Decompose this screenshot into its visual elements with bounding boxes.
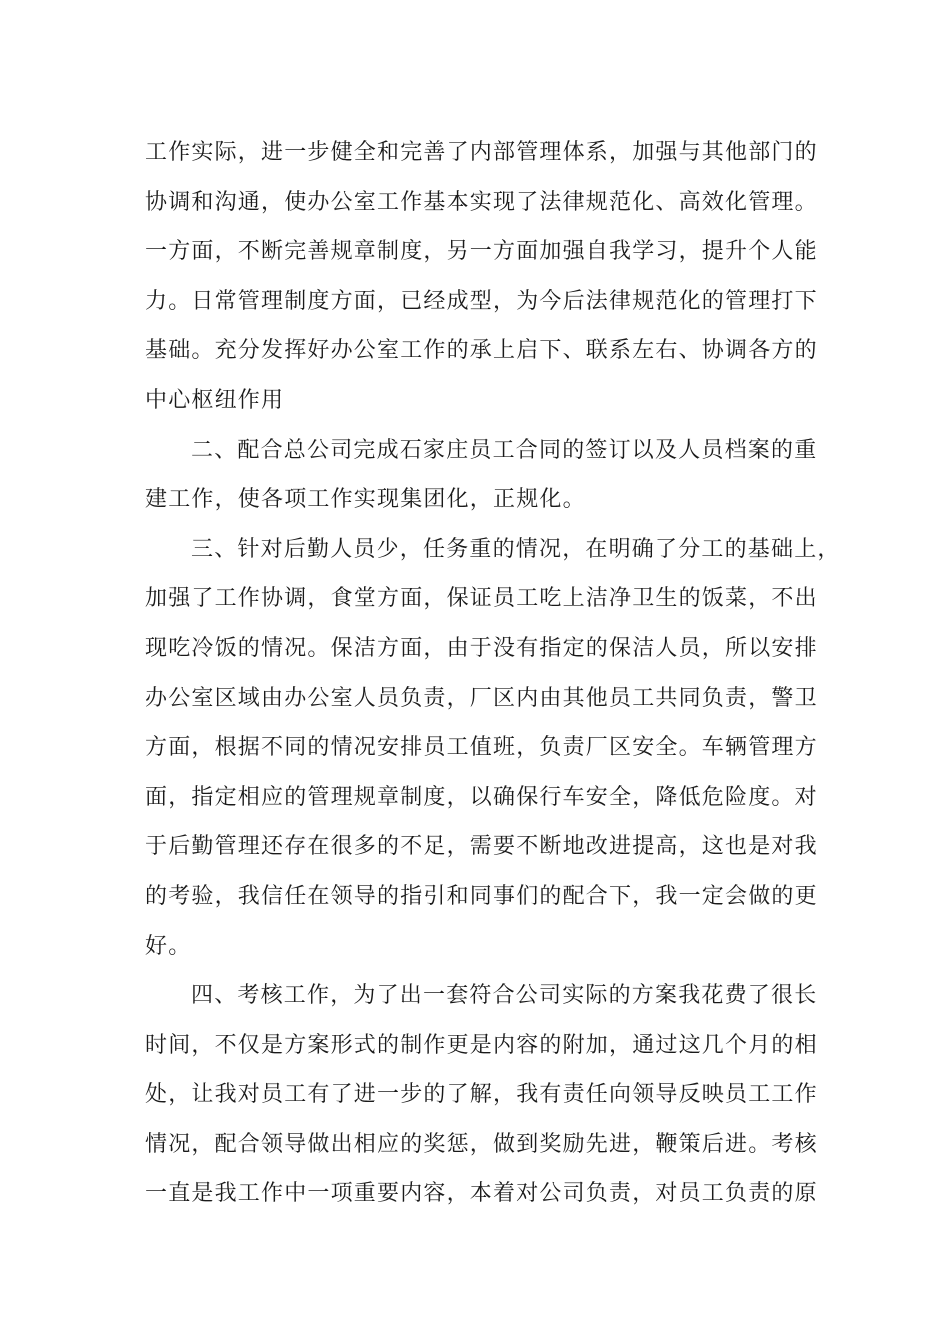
- text-line: 工作实际，进一步健全和完善了内部管理体系，加强与其他部门的: [145, 140, 818, 165]
- text-line: 方面，根据不同的情况安排员工值班，负责厂区安全。车辆管理方: [145, 735, 818, 761]
- text-line: 力。日常管理制度方面，已经成型，为今后法律规范化的管理打下: [145, 288, 818, 314]
- text-line: 于后勤管理还存在很多的不足，需要不断地改进提高，这也是对我: [145, 834, 818, 860]
- paragraph-first-line: 二、配合总公司完成石家庄员工合同的签订以及人员档案的重: [191, 437, 818, 463]
- text-line: 时间，不仅是方案形式的制作更是内容的附加，通过这几个月的相: [145, 1032, 818, 1058]
- text-line: 加强了工作协调，食堂方面，保证员工吃上洁净卫生的饭菜，不出: [145, 586, 818, 612]
- text-line: 办公室区域由办公室人员负责，厂区内由其他员工共同负责，警卫: [145, 685, 818, 711]
- text-line: 建工作，使各项工作实现集团化，正规化。: [145, 487, 586, 513]
- document-body: [145, 128, 841, 1219]
- paragraph-first-line: 三、针对后勤人员少，任务重的情况，在明确了分工的基础上，: [191, 536, 841, 562]
- text-line: 现吃冷饭的情况。保洁方面，由于没有指定的保洁人员，所以安排: [145, 635, 818, 661]
- text-line: 好。: [145, 933, 192, 959]
- text-line: 一直是我工作中一项重要内容，本着对公司负责，对员工负责的原: [145, 1181, 818, 1207]
- text-line: 处，让我对员工有了进一步的了解，我有责任向领导反映员工工作: [145, 1082, 818, 1108]
- text-line: 基础。充分发挥好办公室工作的承上启下、联系左右、协调各方的: [145, 338, 818, 364]
- text-line: 一方面，不断完善规章制度，另一方面加强自我学习，提升个人能: [145, 239, 818, 265]
- paragraph-first-line: 四、考核工作，为了出一套符合公司实际的方案我花费了很长: [191, 983, 818, 1009]
- text-line: 的考验，我信任在领导的指引和同事们的配合下，我一定会做的更: [145, 883, 818, 909]
- text-line: 协调和沟通，使办公室工作基本实现了法律规范化、高效化管理。: [145, 189, 818, 215]
- text-line: 情况，配合领导做出相应的奖惩，做到奖励先进，鞭策后进。考核: [145, 1131, 818, 1157]
- text-line: 中心枢纽作用: [145, 387, 285, 413]
- text-line: 面，指定相应的管理规章制度，以确保行车安全，降低危险度。对: [145, 784, 818, 810]
